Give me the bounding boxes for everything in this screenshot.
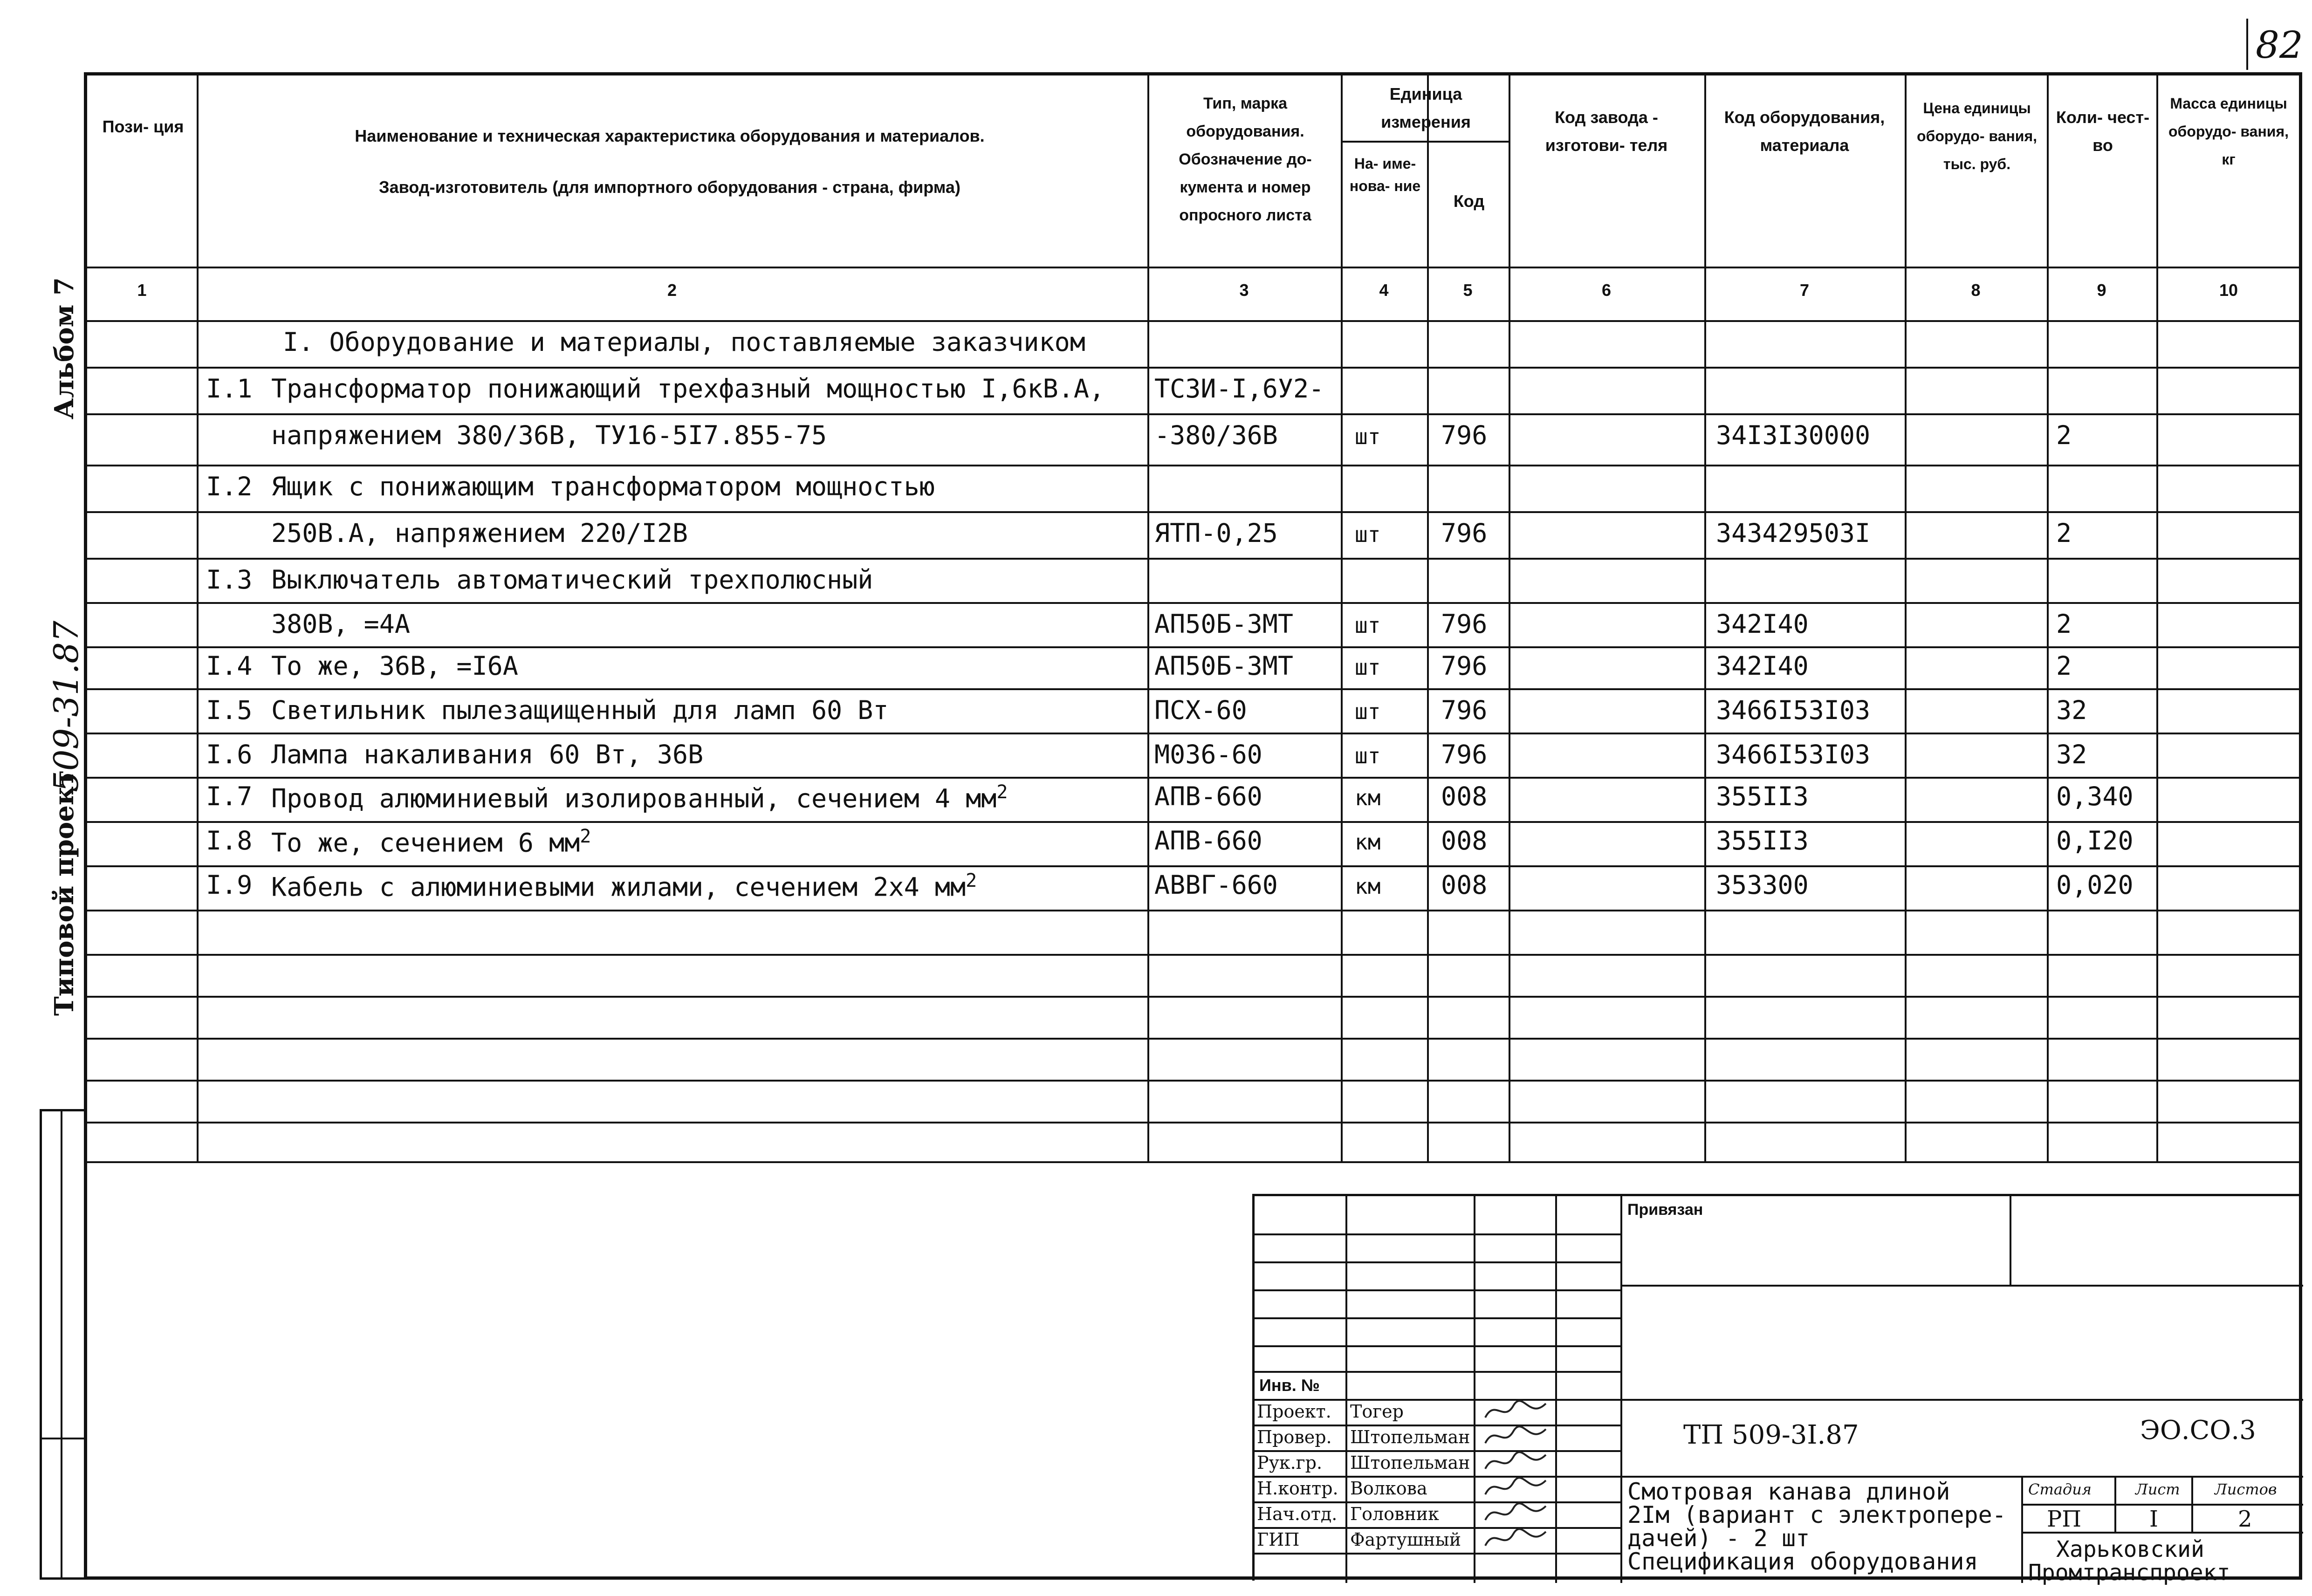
row-type: АП50Б-3МТ <box>1154 651 1294 681</box>
row-code: 342I40 <box>1716 609 1809 639</box>
row-code: 342I40 <box>1716 651 1809 681</box>
row-unit: шт <box>1355 613 1381 638</box>
row-type: М036-60 <box>1154 740 1262 769</box>
row-unit: шт <box>1355 699 1381 724</box>
row-type: АПВ-660 <box>1154 781 1262 811</box>
header-name-a: Наименование и техническая характеристика оборудования и материалов. <box>355 126 985 145</box>
col-number: 1 <box>137 281 147 300</box>
title-block <box>1252 1194 2301 1586</box>
row-qty: 0,I20 <box>2056 826 2134 856</box>
role-name: Штопельман <box>1350 1452 1470 1473</box>
row-ucode: 796 <box>1441 518 1488 548</box>
project-label: Типовой проект <box>49 770 80 1016</box>
row-code: 355II3 <box>1716 826 1809 856</box>
row-pos: I.5 <box>206 695 253 725</box>
section-title: I. Оборудование и материалы, поставляемые заказчиком <box>283 327 1085 357</box>
document-code: ТП 509-3I.87 <box>1683 1420 1859 1450</box>
row-name: 250В.А, напряжением 220/I2В <box>271 518 688 548</box>
col-number: 2 <box>667 281 677 300</box>
stage-value: РП <box>2047 1506 2082 1532</box>
role-label: Провер. <box>1257 1427 1332 1447</box>
row-ucode: 008 <box>1441 781 1488 811</box>
row-code: 355II3 <box>1716 781 1809 811</box>
album-label: Альбом 7 <box>49 277 80 419</box>
row-qty: 32 <box>2056 740 2087 769</box>
row-name: То же, 36В, =I6А <box>271 651 518 681</box>
row-qty: 32 <box>2056 695 2087 725</box>
row-name: Светильник пылезащищенный для ламп 60 Вт <box>271 695 889 725</box>
header-quantity: Коли- чест- во <box>2056 108 2150 155</box>
row-code: 343429503I <box>1716 518 1871 548</box>
row-unit: км <box>1355 874 1381 899</box>
role-label: Нач.отд. <box>1257 1504 1338 1524</box>
row-type: ПСХ-60 <box>1154 695 1247 725</box>
col-number: 9 <box>2097 281 2106 300</box>
row-pos: I.6 <box>206 740 253 769</box>
organization-line: Харьковский <box>2056 1536 2204 1562</box>
header-equipment-code: Код оборудования, материала <box>1724 108 1885 155</box>
role-name: Фартушный <box>1350 1529 1461 1550</box>
row-unit: шт <box>1355 655 1381 680</box>
organization-line: Промтранспроект <box>2028 1560 2230 1586</box>
row-qty: 0,020 <box>2056 870 2134 900</box>
header-mass: Масса единицы оборудо- вания, кг <box>2168 95 2289 168</box>
row-name: То же, сечением 6 $мм^2$ <box>271 826 591 858</box>
margin-stamp <box>40 1109 86 1580</box>
page-number: 82 <box>2256 23 2303 67</box>
title-line: Смотровая канава длиной <box>1627 1478 1950 1505</box>
col-number: 8 <box>1971 281 1981 300</box>
role-label: ГИП <box>1257 1529 1300 1550</box>
row-code: 34I3I30000 <box>1716 420 1871 450</box>
header-unit-name: На- име- нова- ние <box>1349 155 1421 194</box>
row-name: напряжением 380/36В, ТУ16-5I7.855-75 <box>271 420 827 450</box>
col-number: 6 <box>1601 281 1612 300</box>
row-unit: км <box>1355 829 1381 855</box>
title-line: 2Iм (вариант с электропере- <box>1627 1501 2006 1528</box>
row-type: ТСЗИ-I,6У2- <box>1154 374 1324 404</box>
role-name: Тогер <box>1350 1401 1404 1422</box>
title-line: дачей) - 2 шт <box>1627 1525 1810 1552</box>
role-name: Волкова <box>1350 1478 1427 1499</box>
signature <box>1483 1525 1548 1558</box>
row-pos: I.7 <box>206 781 253 811</box>
row-name: Трансформатор понижающий трехфазный мощностью I,6кВ.А, <box>271 374 1105 404</box>
row-pos: I.2 <box>206 472 253 501</box>
row-pos: I.8 <box>206 826 253 856</box>
row-pos: I.9 <box>206 870 253 900</box>
drawing-sheet <box>84 72 2302 1586</box>
row-qty: 0,340 <box>2056 781 2134 811</box>
row-ucode: 796 <box>1441 695 1488 725</box>
row-unit: шт <box>1355 424 1381 449</box>
row-name: Провод алюминиевый изолированный, сечением 4 $мм^2$ <box>271 781 1008 814</box>
header-factory-code: Код завода - изготови- теля <box>1545 108 1668 155</box>
role-label: Н.контр. <box>1257 1478 1338 1499</box>
title-line: Спецификация оборудования <box>1627 1548 1978 1575</box>
row-qty: 2 <box>2056 518 2072 548</box>
row-type: АПВ-660 <box>1154 826 1262 856</box>
row-name: Выключатель автоматический трехполюсный <box>271 565 873 595</box>
page-number-mark <box>2246 19 2248 70</box>
row-type: АВВГ-660 <box>1154 870 1278 900</box>
sheet-value: I <box>2149 1506 2158 1532</box>
sheets-value: 2 <box>2238 1506 2252 1532</box>
row-type: АП50Б-3МТ <box>1154 609 1294 639</box>
row-pos: I.4 <box>206 651 253 681</box>
sheet-label: Лист <box>2135 1480 2180 1498</box>
row-unit: шт <box>1355 743 1381 768</box>
stage-label: Стадия <box>2028 1480 2092 1498</box>
inventory-label: Инв. № <box>1259 1376 1320 1395</box>
row-name: Кабель с алюминиевыми жилами, сечением 2х4 $мм^2$ <box>271 870 977 902</box>
row-superscript: 2 <box>580 826 591 847</box>
row-name: Ящик с понижающим трансформатором мощностью <box>271 472 935 501</box>
header-unit-code: Код <box>1453 192 1485 211</box>
header-name-b: Завод-изготовитель (для импортного оборудования - страна, фирма) <box>379 178 960 197</box>
row-pos: I.1 <box>206 374 253 404</box>
row-ucode: 796 <box>1441 651 1488 681</box>
row-name: Лампа накаливания 60 Вт, 36В <box>271 740 704 769</box>
header-position: Пози- ция <box>102 117 184 136</box>
row-pos: I.3 <box>206 565 253 595</box>
row-ucode: 008 <box>1441 870 1488 900</box>
row-name: 380В, =4А <box>271 609 411 639</box>
role-name: Головник <box>1350 1504 1439 1524</box>
document-mark: ЭО.СО.3 <box>2140 1415 2256 1445</box>
row-qty: 2 <box>2056 609 2072 639</box>
row-ucode: 796 <box>1441 609 1488 639</box>
project-number: 509-31.87 <box>47 621 86 792</box>
role-name: Штопельман <box>1350 1427 1470 1447</box>
row-type: -380/36В <box>1154 420 1278 450</box>
row-ucode: 796 <box>1441 740 1488 769</box>
sheets-label: Листов <box>2215 1480 2277 1498</box>
col-number: 7 <box>1799 281 1810 300</box>
role-label: Проект. <box>1257 1401 1331 1422</box>
col-number: 5 <box>1463 281 1473 300</box>
row-ucode: 008 <box>1441 826 1488 856</box>
row-code: 353300 <box>1716 870 1809 900</box>
row-code: 3466I53I03 <box>1716 740 1871 769</box>
col-number: 10 <box>2219 281 2238 300</box>
row-code: 3466I53I03 <box>1716 695 1871 725</box>
privyazan-label: Привязан <box>1627 1201 1703 1219</box>
header-type: Тип, марка оборудования. Обозначение до- кумента и номер опросного листа <box>1179 95 1312 224</box>
header-unit: Единица измерения <box>1381 84 1471 131</box>
row-ucode: 796 <box>1441 420 1488 450</box>
row-unit: шт <box>1355 522 1381 547</box>
row-type: ЯТП-0,25 <box>1154 518 1278 548</box>
row-superscript: 2 <box>996 781 1008 803</box>
row-superscript: 2 <box>966 870 977 891</box>
row-unit: км <box>1355 785 1381 810</box>
col-number: 3 <box>1239 281 1249 300</box>
row-qty: 2 <box>2056 651 2072 681</box>
col-number: 4 <box>1379 281 1389 300</box>
row-qty: 2 <box>2056 420 2072 450</box>
role-label: Рук.гр. <box>1257 1452 1323 1473</box>
header-price: Цена единицы оборудо- вания, тыс. руб. <box>1917 100 2037 172</box>
